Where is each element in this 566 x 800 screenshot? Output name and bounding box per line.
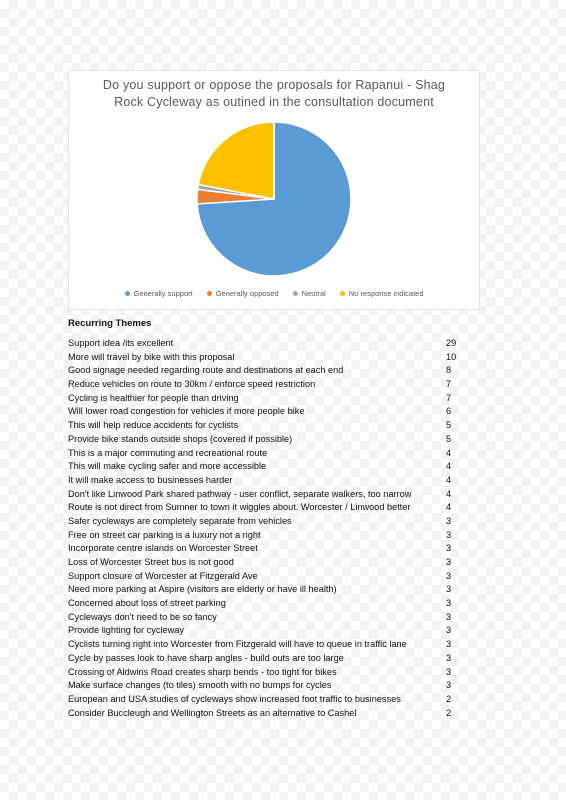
legend-swatch xyxy=(207,291,212,296)
theme-count: 5 xyxy=(446,420,452,431)
theme-count: 4 xyxy=(446,488,452,499)
theme-count: 3 xyxy=(446,515,452,526)
chart-title-line-2: Rock Cycleway as outined in the consultation document xyxy=(114,95,434,109)
theme-text: Concerned about loss of street parking xyxy=(68,598,226,609)
theme-count: 10 xyxy=(446,351,457,362)
theme-row xyxy=(68,406,468,420)
theme-row xyxy=(68,680,468,694)
theme-row xyxy=(68,420,468,434)
theme-count: 4 xyxy=(446,474,452,485)
theme-row xyxy=(68,489,468,503)
legend-swatch xyxy=(293,291,298,296)
chart-title-line-1: Do you support or oppose the proposals for Rapanui - Shag xyxy=(102,78,446,92)
theme-row xyxy=(68,598,468,612)
theme-count: 3 xyxy=(446,625,452,636)
theme-row xyxy=(68,434,468,448)
theme-row xyxy=(68,516,468,530)
theme-row xyxy=(68,338,468,352)
theme-text: Need more parking at Aspire (visitors are elderly or have ill health) xyxy=(68,584,337,595)
theme-text: Don't like Linwood Park shared pathway - user conflict, separate walkers, too narrow xyxy=(68,488,412,499)
theme-text: Cyclists turning right into Worcester from Fitzgerald will have to queue in traffic lane xyxy=(68,639,407,650)
theme-count: 7 xyxy=(446,392,452,403)
theme-row xyxy=(68,625,468,639)
theme-row xyxy=(68,612,468,626)
theme-row xyxy=(68,584,468,598)
theme-row xyxy=(68,694,468,708)
theme-count: 7 xyxy=(446,379,452,390)
theme-text: Cycling is healthier for people than driving xyxy=(68,392,239,403)
theme-text: Loss of Worcester Street bus is not good xyxy=(68,557,234,567)
legend-label: Neutral xyxy=(301,289,326,298)
legend-item xyxy=(293,289,326,298)
theme-count: 3 xyxy=(446,680,452,691)
theme-count: 2 xyxy=(446,707,452,718)
theme-text: Incorporate centre islands on Worcester Street xyxy=(68,543,258,554)
legend-item xyxy=(207,289,279,298)
theme-text: This will make cycling safer and more accessible xyxy=(68,461,267,472)
theme-text: More will travel by bike with this proposal xyxy=(68,351,235,362)
theme-text: Will lower road congestion for vehicles if more people bike xyxy=(68,406,305,417)
theme-text: Good signage needed regarding route and destinations at each end xyxy=(68,365,344,376)
theme-row xyxy=(68,393,468,407)
theme-count: 3 xyxy=(446,598,452,609)
theme-text: Cycle by passes look to have sharp angles - build outs are too large xyxy=(68,652,344,663)
theme-count: 3 xyxy=(446,666,452,677)
legend-swatch xyxy=(340,291,345,296)
theme-count: 3 xyxy=(446,543,452,554)
theme-row xyxy=(68,475,468,489)
theme-count: 4 xyxy=(446,461,452,472)
pie-chart xyxy=(68,70,480,310)
theme-count: 6 xyxy=(446,406,452,417)
theme-row xyxy=(68,461,468,475)
pie-plot-area xyxy=(69,71,479,309)
theme-text: Make surface changes (to tiles) smooth with no bumps for cycles xyxy=(68,680,332,691)
theme-row xyxy=(68,379,468,393)
legend-swatch xyxy=(125,291,130,296)
theme-row xyxy=(68,448,468,462)
themes-heading: Recurring Themes xyxy=(68,318,152,329)
theme-text: European and USA studies of cycleways show increased foot traffic to businesses xyxy=(68,693,401,704)
theme-row xyxy=(68,571,468,585)
theme-count: 3 xyxy=(446,570,452,581)
theme-count: 3 xyxy=(446,529,452,540)
theme-text: Support idea /its excellent xyxy=(68,338,174,348)
theme-row xyxy=(68,653,468,667)
theme-text: Route is not direct from Sumner to town it wiggles about. Worcester / Linwood better xyxy=(68,502,411,513)
theme-row xyxy=(68,557,468,571)
legend-label: Generally support xyxy=(133,289,193,298)
theme-count: 3 xyxy=(446,639,452,650)
legend-label: No response indicated xyxy=(348,289,424,298)
theme-text: This is a major commuting and recreational route xyxy=(68,447,268,458)
theme-count: 3 xyxy=(446,611,452,622)
theme-row xyxy=(68,352,468,366)
legend-item xyxy=(125,289,193,298)
theme-row xyxy=(68,708,468,722)
theme-count: 29 xyxy=(446,338,457,348)
theme-text: This will help reduce accidents for cyclists xyxy=(68,420,239,431)
pie-slice xyxy=(198,122,274,199)
theme-text: Free on street car parking is a luxury not a right xyxy=(68,529,261,540)
theme-text: Cycleways don't need to be so fancy xyxy=(68,611,217,622)
theme-row xyxy=(68,365,468,379)
theme-count: 4 xyxy=(446,447,452,458)
theme-count: 8 xyxy=(446,365,452,376)
theme-text: Reduce vehicles on route to 30km / enforce speed restriction xyxy=(68,379,316,390)
theme-text: It will make access to businesses harder xyxy=(68,474,233,485)
legend-item xyxy=(340,289,424,298)
theme-row xyxy=(68,639,468,653)
theme-count: 4 xyxy=(446,502,452,513)
theme-count: 3 xyxy=(446,652,452,663)
theme-text: Consider Buccleugh and Wellington Streets as an alternative to Cashel xyxy=(68,707,357,718)
theme-text: Provide lighting for cycleway xyxy=(68,625,184,636)
theme-row xyxy=(68,667,468,681)
theme-count: 5 xyxy=(446,433,452,444)
legend-label: Generally opposed xyxy=(215,289,279,298)
theme-row xyxy=(68,543,468,557)
theme-text: Safer cycleways are completely separate from vehicles xyxy=(68,515,292,526)
theme-row xyxy=(68,530,468,544)
chart-legend xyxy=(69,289,479,298)
theme-text: Support closure of Worcester at Fitzgerald Ave xyxy=(68,570,258,581)
theme-count: 3 xyxy=(446,557,452,567)
themes-list xyxy=(68,338,468,721)
theme-count: 3 xyxy=(446,584,452,595)
theme-count: 2 xyxy=(446,693,452,704)
theme-text: Provide bike stands outside shops (covered if possible) xyxy=(68,433,293,444)
theme-row xyxy=(68,502,468,516)
theme-text: Crossing of Aldwins Road creates sharp bends - too tight for bikes xyxy=(68,666,337,677)
